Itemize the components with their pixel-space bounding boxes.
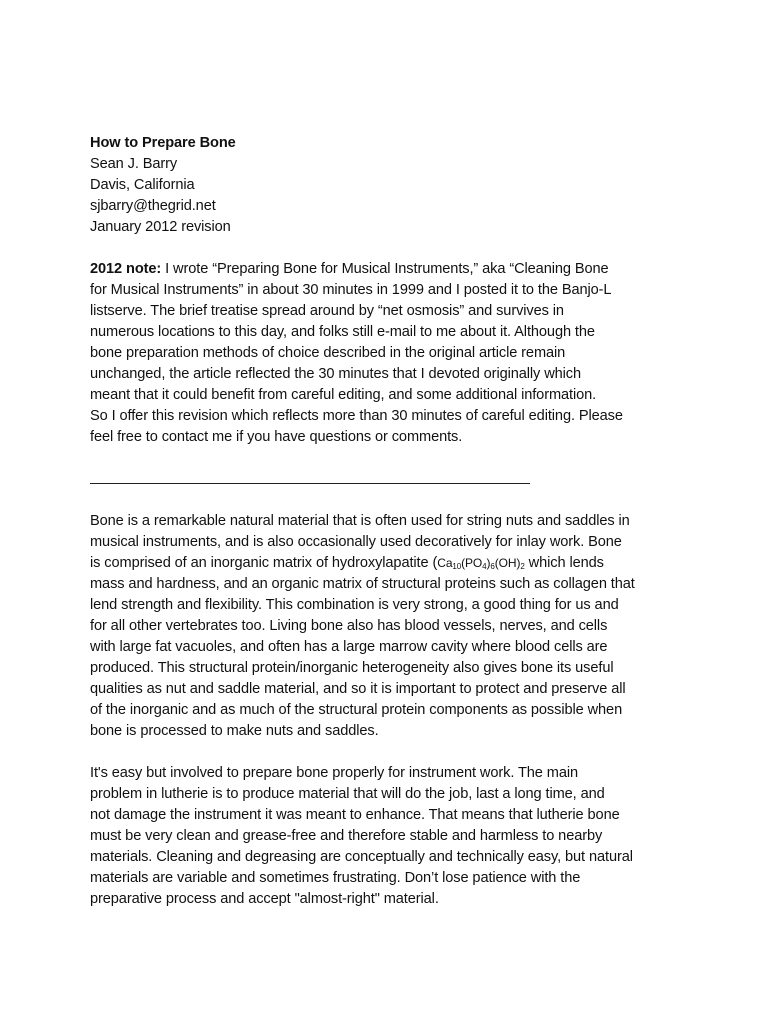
paragraph-line: materials. Cleaning and degreasing are conceptually and technically easy, but natural — [90, 849, 633, 865]
document-page — [90, 133, 690, 910]
chemical-formula — [437, 556, 524, 570]
note-line: for Musical Instruments” in about 30 minutes in 1999 and I posted it to the Banjo-L — [90, 282, 612, 298]
paragraph-line: preparative process and accept "almost-right" material. — [90, 891, 439, 907]
paragraph-line: with large fat vacuoles, and often has a large marrow cavity where blood cells are — [90, 639, 608, 655]
paragraph-line: for all other vertebrates too. Living bone also has blood vessels, nerves, and cells — [90, 618, 608, 634]
paragraph-line: Bone is a remarkable natural material that is often used for string nuts and saddles in — [90, 513, 630, 529]
document-header — [90, 133, 690, 238]
formula-subscript: 10 — [452, 562, 462, 571]
revision-date: January 2012 revision — [90, 219, 231, 235]
note-line: I wrote “Preparing Bone for Musical Instruments,” aka “Cleaning Bone — [161, 261, 609, 277]
formula-element: (PO — [461, 556, 483, 570]
note-line: unchanged, the article reflected the 30 minutes that I devoted originally which — [90, 366, 582, 382]
formula-element: (OH) — [494, 556, 521, 570]
divider-line — [90, 483, 530, 484]
formula-element: Ca — [437, 556, 453, 570]
formula-subscript: 4 — [482, 562, 487, 571]
note-line: feel free to contact me if you have questions or comments. — [90, 429, 463, 445]
revision-note — [90, 259, 690, 448]
paragraph-line: produced. This structural protein/inorganic heterogeneity also gives bone its useful — [90, 660, 614, 676]
note-line: bone preparation methods of choice described in the original article remain — [90, 345, 566, 361]
paragraph-line: must be very clean and grease-free and therefore stable and harmless to nearby — [90, 828, 603, 844]
formula-element: ) — [486, 556, 491, 570]
document-title: How to Prepare Bone — [90, 135, 236, 151]
paragraph-text: which lends — [524, 555, 604, 571]
paragraph-line: problem in lutherie is to produce material that will do the job, last a long time, and — [90, 786, 605, 802]
formula-subscript: 2 — [520, 562, 525, 571]
paragraph-line: mass and hardness, and an organic matrix of structural proteins such as collagen that — [90, 576, 635, 592]
body-paragraph-bone — [90, 511, 690, 742]
note-line: numerous locations to this day, and folks still e-mail to me about it. Although the — [90, 324, 595, 340]
author-email: sjbarry@thegrid.net — [90, 198, 216, 214]
paragraph-line: of the inorganic and as much of the structural protein components as possible when — [90, 702, 623, 718]
paragraph-line: materials are variable and sometimes frustrating. Don’t lose patience with the — [90, 870, 581, 886]
note-line: listserve. The brief treatise spread around by “net osmosis” and survives in — [90, 303, 564, 319]
paragraph-line: bone is processed to make nuts and saddles. — [90, 723, 379, 739]
paragraph-line: not damage the instrument it was meant to enhance. That means that lutherie bone — [90, 807, 620, 823]
section-divider — [90, 469, 690, 490]
paragraph-line: It's easy but involved to prepare bone properly for instrument work. The main — [90, 765, 579, 781]
note-line: So I offer this revision which reflects more than 30 minutes of careful editing. Please — [90, 408, 623, 424]
author-name: Sean J. Barry — [90, 156, 178, 172]
author-location: Davis, California — [90, 177, 195, 193]
paragraph-line: musical instruments, and is also occasionally used decoratively for inlay work. Bone — [90, 534, 622, 550]
paragraph-line: qualities as nut and saddle material, and so it is important to protect and preserve all — [90, 681, 626, 697]
paragraph-line-formula — [90, 553, 690, 574]
paragraph-line: lend strength and flexibility. This combination is very strong, a good thing for us and — [90, 597, 619, 613]
paragraph-text: is comprised of an inorganic matrix of hydroxylapatite ( — [90, 555, 438, 571]
note-line: meant that it could benefit from careful editing, and some additional information. — [90, 387, 597, 403]
body-paragraph-preparation — [90, 763, 690, 910]
note-label: 2012 note: — [90, 261, 162, 277]
formula-subscript: 6 — [490, 562, 495, 571]
